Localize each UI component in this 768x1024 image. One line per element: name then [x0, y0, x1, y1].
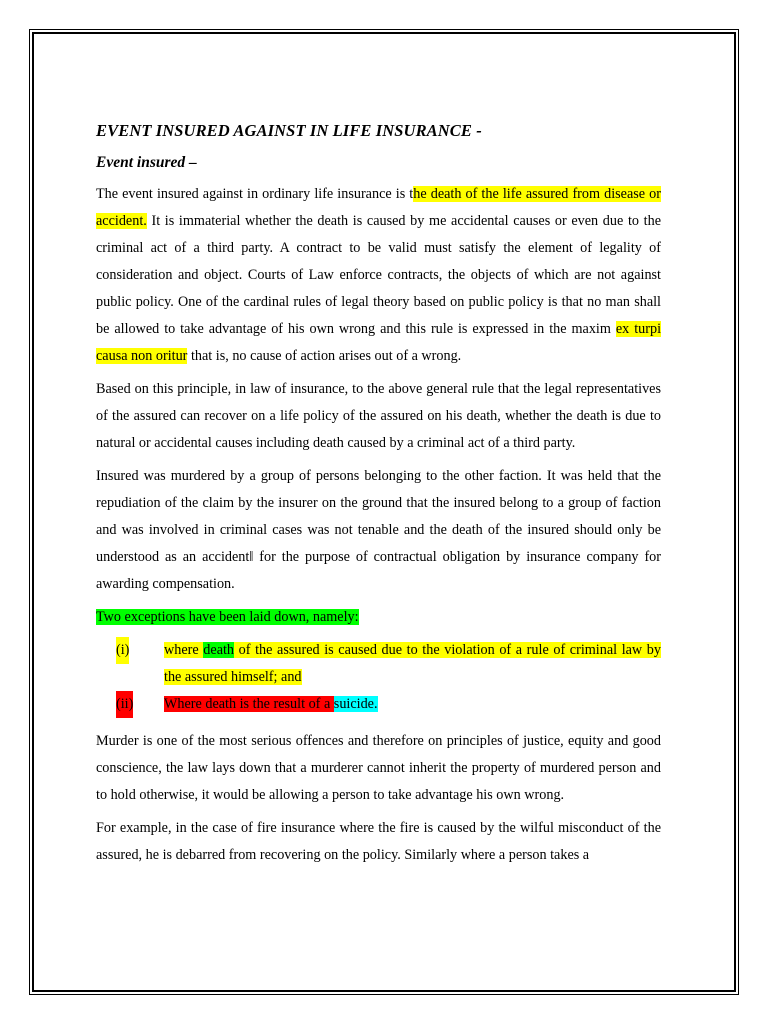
list-marker: (i) — [116, 637, 129, 664]
list-item — [96, 691, 661, 718]
list-item-text — [164, 637, 661, 691]
paragraph-text: It is immaterial whether the death is caused by me accidental causes or even due to the criminal act of a third party. A contract to be valid must satisfy the element of legality of consideration and object. Courts of Law enforce contracts, the objects of which are not against public policy. One of the cardinal rules of legal theory based on public policy is that no man shall be allowed to take advantage of his own wrong and this rule is expressed in the maxim — [96, 213, 661, 337]
exceptions-intro — [96, 604, 661, 631]
paragraph-text: that is, no cause of action arises out of a wrong. — [187, 348, 462, 364]
paragraph-text: The event insured against in ordinary life insurance is t — [96, 186, 414, 202]
exceptions-list — [96, 637, 661, 718]
paragraph-principle: Based on this principle, in law of insurance, to the above general rule that the legal representatives of the assured can recover on a life policy of the assured on his death, whether the death is due to natural or accidental causes including death caused by a criminal act of a third party. — [96, 381, 661, 451]
highlighted-word: suicide. — [333, 696, 378, 712]
document-title: EVENT INSURED AGAINST IN LIFE INSURANCE - — [96, 121, 482, 140]
list-item — [96, 637, 661, 691]
document-body — [96, 118, 661, 875]
paragraph-fire-insurance: For example, in the case of fire insurance where the fire is caused by the wilful misconduct of the assured, he is debarred from recovering on the policy. Similarly where a person takes a — [96, 820, 661, 863]
paragraph-murder: Murder is one of the most serious offences and therefore on principles of justice, equity and good conscience, the law lays down that a murderer cannot inherit the property of murdered person and to hold otherwise, it would be allowing a person to take advantage his own wrong. — [96, 733, 661, 803]
list-item-text — [164, 691, 661, 718]
latin-maxim: ex turpi causa non oritur — [96, 321, 662, 364]
highlighted-text: where — [164, 642, 204, 658]
paragraph-event-insured — [96, 181, 661, 370]
highlighted-word: death — [203, 642, 235, 658]
section-heading: Event insured – — [96, 154, 197, 171]
highlighted-text: of the assured is caused due to the violation of a rule of criminal law by the assured himself; and — [164, 642, 661, 685]
list-marker: (ii) — [116, 691, 133, 718]
highlighted-text: Two exceptions have been laid down, namely: — [96, 609, 359, 625]
highlighted-text: Where death is the result of a — [164, 696, 334, 712]
paragraph-case: Insured was murdered by a group of persons belonging to the other faction. It was held that the repudiation of the claim by the insurer on the ground that the insured belong to a group of faction and was involved in criminal cases was not tenable and the death of the insured should only be understood as an accident‖ for the purpose of contractual obligation by insurance company for awarding compensation. — [96, 468, 661, 592]
highlighted-text: he death of the life assured from disease or accident. — [96, 186, 661, 229]
